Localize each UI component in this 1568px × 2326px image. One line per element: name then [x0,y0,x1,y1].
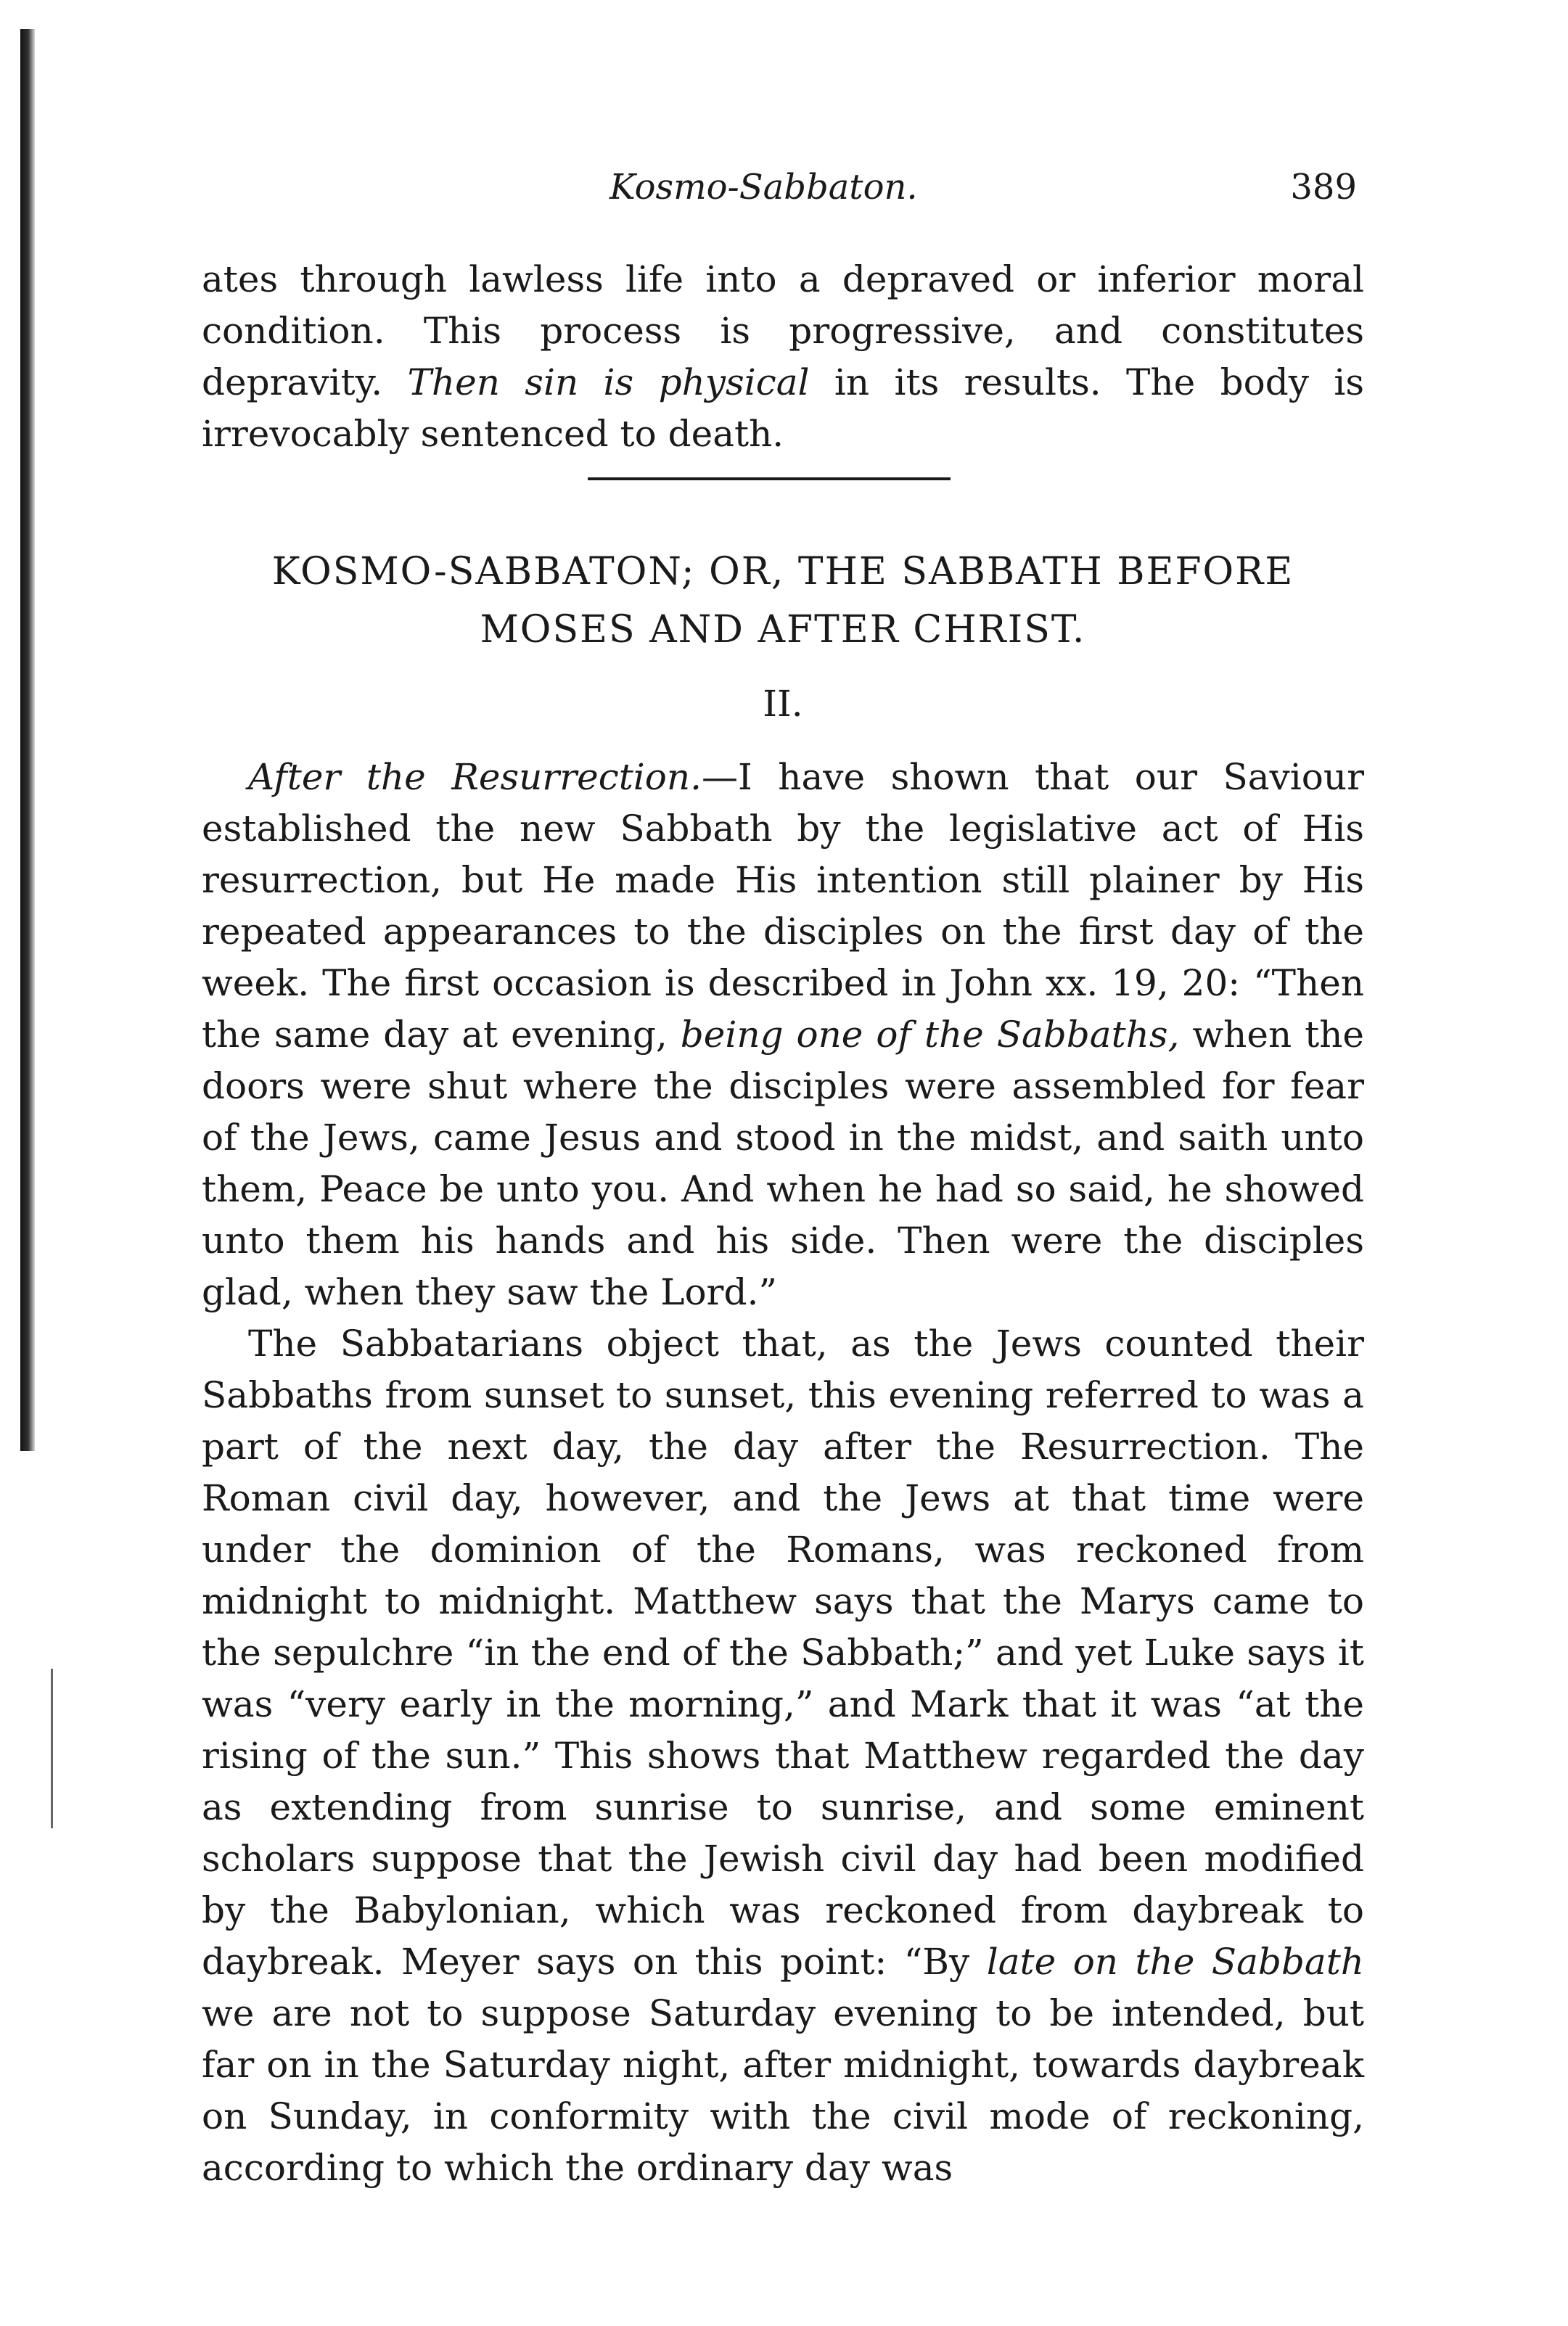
running-title: Kosmo-Sabbaton. [609,167,918,207]
section-number: II. [763,683,803,725]
intro-paragraph [202,254,1364,460]
running-header [203,165,1364,209]
intro-text: ates through lawless life into a depraved or inferior moral condition. This process is progressive, and constitutes depravity. [202,258,1364,403]
paragraph-1-text-end: when the doors were shut where the disciples were assembled for fear of the Jews, came Jesus and stood in the midst, and saith unto them, Peace be unto you. And when he had so said, he showed unto them his hands and his side. Then were the disciples glad, when they saw the Lord.” [202,1014,1364,1313]
page-binding-edge [20,29,35,1451]
article-body [202,752,1364,2194]
section-divider-rule [588,477,951,480]
intro-text-end: in its results. The body is irrevocably sentenced to death. [202,361,1364,455]
page-number: 389 [1290,167,1357,207]
intro-italic-text: Then sin is physical [407,361,810,403]
paragraph-2-text: The Sabbatarians object that, as the Jews counted their Sabbaths from sunset to sunset, this evening referred to was a part of the next day, the day after the Resurrection. The Roman civil day, however, and the Jews at that time were under the dominion of the Romans, was reckoned from midnight to midnight. Matthew says that the Marys came to the sepulchre “in the end of the Sabbath;” and yet Luke says it was “very early in the morning,” and Mark that it was “at the rising of the sun.” This shows that Matthew regarded the day as extending from sunrise to sunrise, and some eminent scholars suppose that the Jewish civil day had been modified by the Babylonian, which was reckoned from daybreak to daybreak. Meyer says on this point: “By [202,1323,1364,1983]
paragraph-2-text-end: we are not to suppose Saturday evening to be intended, but far on in the Saturday night, after midnight, towards daybreak on Sunday, in conformity with the civil mode of reckoning, according to which the ordinary day was [202,1992,1364,2189]
paragraph-1-italic-text: being one of the Sabbaths, [680,1014,1180,1056]
paragraph-1-text: —I have shown that our Saviour established the new Sabbath by the legislative act of His resurrection, but He made His intention still plainer by His repeated appearances to the disciples on the first day of the week. The first occasion is described in John xx. 19, 20: “Then the same day at evening, [202,756,1364,1056]
body-paragraph-1 [202,752,1364,1318]
page-binding-mark [51,1669,53,1828]
article-title: KOSMO-SABBATON; OR, THE SABBATH BEFORE MOSES AND AFTER CHRIST. [271,550,1294,652]
body-paragraph-2 [202,1318,1364,2194]
paragraph-2-italic-text: late on the Sabbath [986,1941,1364,1983]
paragraph-heading: After the Resurrection. [248,756,702,798]
